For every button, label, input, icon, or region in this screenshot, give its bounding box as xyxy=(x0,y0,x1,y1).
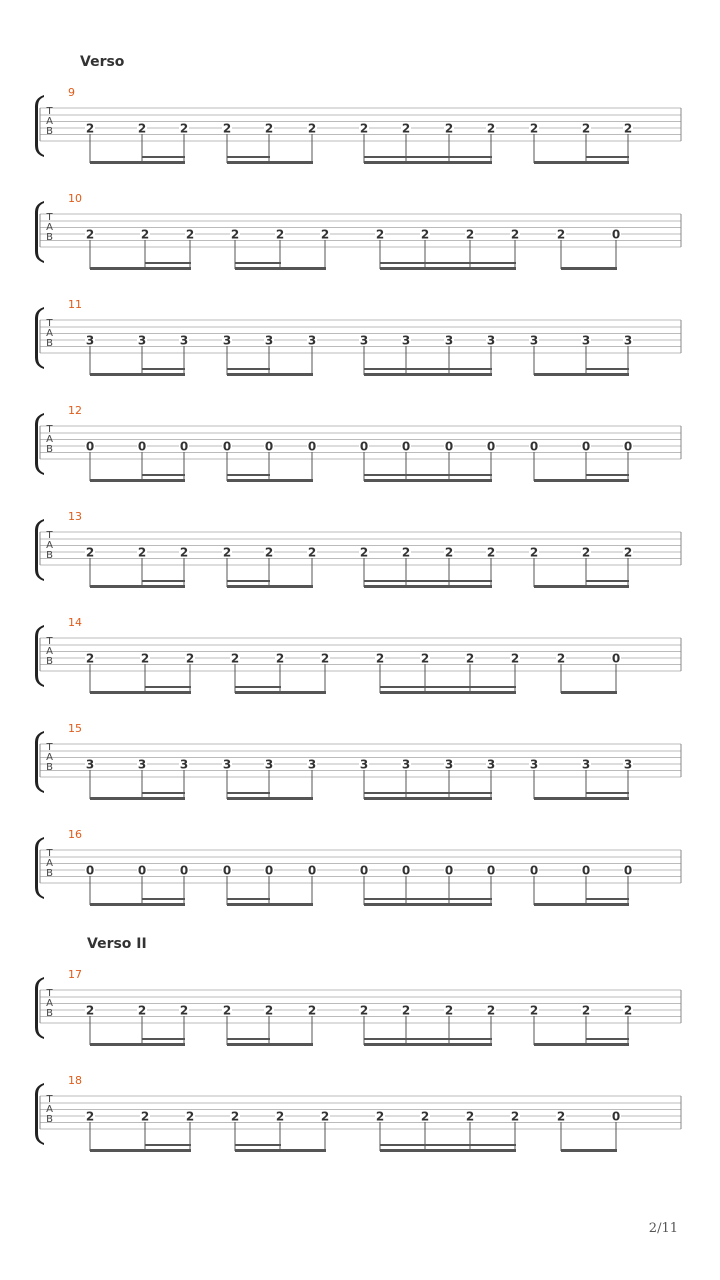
fret-number: 2 xyxy=(465,651,475,666)
fret-number: 0 xyxy=(529,439,539,454)
fret-number: 2 xyxy=(401,545,411,560)
tab-clef-letter: B xyxy=(46,550,53,561)
fret-number: 2 xyxy=(401,1003,411,1018)
beam-secondary xyxy=(145,686,191,688)
beam-primary xyxy=(534,797,629,800)
fret-number: 3 xyxy=(359,757,369,772)
fret-number: 2 xyxy=(375,227,385,242)
beam-secondary xyxy=(227,474,270,476)
fret-number: 2 xyxy=(510,1109,520,1124)
beam-primary xyxy=(534,585,629,588)
fret-number: 2 xyxy=(623,1003,633,1018)
tab-clef-letter: A xyxy=(46,540,53,551)
tab-clef-letter: A xyxy=(46,328,53,339)
fret-number: 2 xyxy=(486,1003,496,1018)
fret-number: 2 xyxy=(623,121,633,136)
beam-primary xyxy=(561,691,617,694)
fret-number: 3 xyxy=(179,757,189,772)
beam-primary xyxy=(364,797,492,800)
fret-number: 3 xyxy=(222,333,232,348)
section-title-verso-ii: Verso II xyxy=(87,936,147,952)
beam-primary xyxy=(380,267,516,270)
fret-number: 2 xyxy=(140,1109,150,1124)
measure-number: 11 xyxy=(68,298,82,311)
beam-secondary xyxy=(235,262,281,264)
fret-number: 0 xyxy=(85,439,95,454)
fret-number: 2 xyxy=(359,121,369,136)
fret-number: 3 xyxy=(486,333,496,348)
fret-number: 3 xyxy=(85,333,95,348)
tab-staff xyxy=(0,194,720,274)
beam-primary xyxy=(90,267,191,270)
fret-number: 2 xyxy=(185,651,195,666)
tab-clef-letter: B xyxy=(46,1114,53,1125)
beam-primary xyxy=(227,797,313,800)
beam-secondary xyxy=(227,898,270,900)
beam-primary xyxy=(235,1149,326,1152)
fret-number: 2 xyxy=(179,545,189,560)
measure-number: 15 xyxy=(68,722,82,735)
beam-secondary xyxy=(586,580,629,582)
beam-secondary xyxy=(227,368,270,370)
tab-staff xyxy=(0,1076,720,1156)
fret-number: 2 xyxy=(185,1109,195,1124)
fret-number: 0 xyxy=(222,863,232,878)
beam-secondary xyxy=(364,368,492,370)
fret-number: 2 xyxy=(465,227,475,242)
beam-primary xyxy=(90,797,185,800)
fret-number: 2 xyxy=(420,1109,430,1124)
fret-number: 2 xyxy=(359,1003,369,1018)
beam-secondary xyxy=(142,898,185,900)
fret-number: 2 xyxy=(486,545,496,560)
beam-secondary xyxy=(364,898,492,900)
tab-clef-letter: B xyxy=(46,444,53,455)
beam-primary xyxy=(364,373,492,376)
tab-system xyxy=(0,970,720,1050)
beam-primary xyxy=(90,691,191,694)
tab-clef-letter: T xyxy=(46,106,53,117)
tab-clef-letter: T xyxy=(46,1094,53,1105)
beam-primary xyxy=(561,267,617,270)
fret-number: 2 xyxy=(264,545,274,560)
fret-number: 0 xyxy=(307,863,317,878)
beam-primary xyxy=(534,479,629,482)
beam-primary xyxy=(534,1043,629,1046)
tab-clef-letter: T xyxy=(46,848,53,859)
fret-number: 0 xyxy=(486,439,496,454)
tab-staff xyxy=(0,300,720,380)
fret-number: 0 xyxy=(623,863,633,878)
beam-primary xyxy=(534,161,629,164)
measure-number: 12 xyxy=(68,404,82,417)
fret-number: 0 xyxy=(444,863,454,878)
tab-clef-letter: T xyxy=(46,212,53,223)
tab-system xyxy=(0,618,720,698)
fret-number: 3 xyxy=(581,757,591,772)
fret-number: 2 xyxy=(185,227,195,242)
tab-staff xyxy=(0,618,720,698)
fret-number: 2 xyxy=(375,1109,385,1124)
fret-number: 2 xyxy=(420,227,430,242)
fret-number: 3 xyxy=(307,333,317,348)
beam-primary xyxy=(90,479,185,482)
beam-secondary xyxy=(586,368,629,370)
beam-secondary xyxy=(380,262,516,264)
beam-secondary xyxy=(142,792,185,794)
tab-clef-letter: A xyxy=(46,434,53,445)
beam-primary xyxy=(364,161,492,164)
beam-secondary xyxy=(227,792,270,794)
tab-clef-letter: T xyxy=(46,530,53,541)
fret-number: 2 xyxy=(140,651,150,666)
fret-number: 0 xyxy=(623,439,633,454)
fret-number: 2 xyxy=(179,1003,189,1018)
fret-number: 0 xyxy=(264,863,274,878)
beam-secondary xyxy=(586,156,629,158)
fret-number: 2 xyxy=(444,1003,454,1018)
tab-clef-letter: T xyxy=(46,988,53,999)
beam-secondary xyxy=(142,474,185,476)
beam-secondary xyxy=(380,1144,516,1146)
fret-number: 2 xyxy=(581,1003,591,1018)
beam-primary xyxy=(235,691,326,694)
fret-number: 2 xyxy=(375,651,385,666)
fret-number: 2 xyxy=(581,121,591,136)
fret-number: 2 xyxy=(230,227,240,242)
tab-clef-letter: B xyxy=(46,762,53,773)
fret-number: 2 xyxy=(529,121,539,136)
beam-secondary xyxy=(145,1144,191,1146)
fret-number: 0 xyxy=(581,439,591,454)
fret-number: 2 xyxy=(307,121,317,136)
measure-number: 16 xyxy=(68,828,82,841)
tab-clef-letter: T xyxy=(46,636,53,647)
tab-clef-letter: A xyxy=(46,858,53,869)
fret-number: 3 xyxy=(137,333,147,348)
fret-number: 2 xyxy=(556,227,566,242)
fret-number: 2 xyxy=(320,227,330,242)
tab-system xyxy=(0,830,720,910)
fret-number: 2 xyxy=(222,121,232,136)
beam-primary xyxy=(364,585,492,588)
fret-number: 2 xyxy=(275,1109,285,1124)
beam-secondary xyxy=(227,580,270,582)
beam-primary xyxy=(90,373,185,376)
tab-system xyxy=(0,300,720,380)
beam-secondary xyxy=(227,1038,270,1040)
beam-primary xyxy=(90,161,185,164)
tab-clef-letter: A xyxy=(46,1104,53,1115)
beam-primary xyxy=(364,1043,492,1046)
beam-secondary xyxy=(227,156,270,158)
fret-number: 0 xyxy=(179,863,189,878)
fret-number: 0 xyxy=(611,227,621,242)
tab-clef-letter: T xyxy=(46,318,53,329)
fret-number: 2 xyxy=(320,1109,330,1124)
tab-staff xyxy=(0,970,720,1050)
beam-secondary xyxy=(364,156,492,158)
fret-number: 0 xyxy=(85,863,95,878)
fret-number: 2 xyxy=(264,1003,274,1018)
fret-number: 2 xyxy=(230,651,240,666)
fret-number: 2 xyxy=(137,545,147,560)
fret-number: 3 xyxy=(401,757,411,772)
beam-primary xyxy=(364,903,492,906)
fret-number: 2 xyxy=(140,227,150,242)
beam-secondary xyxy=(235,686,281,688)
fret-number: 0 xyxy=(401,863,411,878)
tab-clef-letter: T xyxy=(46,742,53,753)
fret-number: 0 xyxy=(307,439,317,454)
fret-number: 3 xyxy=(137,757,147,772)
fret-number: 2 xyxy=(179,121,189,136)
beam-secondary xyxy=(586,792,629,794)
fret-number: 3 xyxy=(264,757,274,772)
fret-number: 2 xyxy=(275,651,285,666)
fret-number: 2 xyxy=(444,121,454,136)
tab-system xyxy=(0,1076,720,1156)
fret-number: 2 xyxy=(444,545,454,560)
fret-number: 0 xyxy=(486,863,496,878)
fret-number: 2 xyxy=(85,545,95,560)
tab-clef-letter: B xyxy=(46,338,53,349)
fret-number: 3 xyxy=(529,757,539,772)
fret-number: 3 xyxy=(623,757,633,772)
beam-secondary xyxy=(142,1038,185,1040)
fret-number: 2 xyxy=(137,121,147,136)
fret-number: 2 xyxy=(510,227,520,242)
fret-number: 2 xyxy=(230,1109,240,1124)
fret-number: 2 xyxy=(320,651,330,666)
beam-secondary xyxy=(586,1038,629,1040)
beam-secondary xyxy=(142,580,185,582)
fret-number: 2 xyxy=(486,121,496,136)
fret-number: 2 xyxy=(137,1003,147,1018)
measure-number: 13 xyxy=(68,510,82,523)
fret-number: 2 xyxy=(465,1109,475,1124)
beam-primary xyxy=(90,1043,185,1046)
tab-clef-letter: A xyxy=(46,998,53,1009)
beam-primary xyxy=(561,1149,617,1152)
beam-primary xyxy=(534,373,629,376)
fret-number: 2 xyxy=(510,651,520,666)
fret-number: 2 xyxy=(307,1003,317,1018)
beam-primary xyxy=(380,1149,516,1152)
tab-clef-letter: A xyxy=(46,752,53,763)
beam-secondary xyxy=(364,1038,492,1040)
fret-number: 2 xyxy=(85,651,95,666)
tab-clef-letter: A xyxy=(46,116,53,127)
tab-clef-letter: B xyxy=(46,656,53,667)
beam-primary xyxy=(235,267,326,270)
measure-number: 14 xyxy=(68,616,82,629)
fret-number: 2 xyxy=(307,545,317,560)
fret-number: 0 xyxy=(401,439,411,454)
tab-system xyxy=(0,406,720,486)
fret-number: 3 xyxy=(486,757,496,772)
beam-primary xyxy=(227,373,313,376)
fret-number: 0 xyxy=(137,863,147,878)
fret-number: 3 xyxy=(85,757,95,772)
fret-number: 2 xyxy=(85,121,95,136)
fret-number: 0 xyxy=(179,439,189,454)
fret-number: 2 xyxy=(529,1003,539,1018)
fret-number: 0 xyxy=(359,863,369,878)
fret-number: 3 xyxy=(179,333,189,348)
fret-number: 3 xyxy=(359,333,369,348)
measure-number: 17 xyxy=(68,968,82,981)
tab-clef-letter: T xyxy=(46,424,53,435)
fret-number: 2 xyxy=(420,651,430,666)
beam-primary xyxy=(90,903,185,906)
fret-number: 3 xyxy=(222,757,232,772)
measure-number: 10 xyxy=(68,192,82,205)
fret-number: 2 xyxy=(556,651,566,666)
beam-secondary xyxy=(142,156,185,158)
fret-number: 3 xyxy=(264,333,274,348)
fret-number: 3 xyxy=(307,757,317,772)
fret-number: 0 xyxy=(264,439,274,454)
page-number: 2/11 xyxy=(648,1221,678,1236)
tab-system xyxy=(0,88,720,168)
fret-number: 3 xyxy=(444,333,454,348)
fret-number: 2 xyxy=(85,1109,95,1124)
fret-number: 0 xyxy=(359,439,369,454)
beam-secondary xyxy=(586,898,629,900)
fret-number: 0 xyxy=(137,439,147,454)
tab-staff xyxy=(0,724,720,804)
beam-primary xyxy=(227,1043,313,1046)
beam-secondary xyxy=(364,474,492,476)
beam-secondary xyxy=(235,1144,281,1146)
fret-number: 2 xyxy=(581,545,591,560)
fret-number: 3 xyxy=(529,333,539,348)
fret-number: 3 xyxy=(444,757,454,772)
beam-primary xyxy=(227,479,313,482)
beam-secondary xyxy=(364,580,492,582)
fret-number: 2 xyxy=(623,545,633,560)
beam-primary xyxy=(227,585,313,588)
beam-primary xyxy=(90,1149,191,1152)
beam-secondary xyxy=(142,368,185,370)
beam-secondary xyxy=(586,474,629,476)
tab-staff xyxy=(0,512,720,592)
beam-primary xyxy=(227,903,313,906)
fret-number: 0 xyxy=(222,439,232,454)
beam-secondary xyxy=(380,686,516,688)
tab-clef-letter: B xyxy=(46,868,53,879)
measure-number: 18 xyxy=(68,1074,82,1087)
fret-number: 0 xyxy=(611,651,621,666)
tab-clef-letter: A xyxy=(46,646,53,657)
tab-system xyxy=(0,512,720,592)
tab-clef-letter: B xyxy=(46,126,53,137)
fret-number: 2 xyxy=(85,227,95,242)
section-title-verso: Verso xyxy=(80,54,125,70)
beam-primary xyxy=(90,585,185,588)
fret-number: 2 xyxy=(222,1003,232,1018)
tab-staff xyxy=(0,830,720,910)
fret-number: 3 xyxy=(623,333,633,348)
fret-number: 2 xyxy=(556,1109,566,1124)
tab-staff xyxy=(0,406,720,486)
tab-system xyxy=(0,724,720,804)
tab-staff xyxy=(0,88,720,168)
fret-number: 2 xyxy=(85,1003,95,1018)
fret-number: 0 xyxy=(581,863,591,878)
fret-number: 0 xyxy=(611,1109,621,1124)
tab-clef-letter: A xyxy=(46,222,53,233)
tab-clef-letter: B xyxy=(46,232,53,243)
beam-secondary xyxy=(364,792,492,794)
beam-primary xyxy=(227,161,313,164)
tab-clef-letter: B xyxy=(46,1008,53,1019)
fret-number: 3 xyxy=(401,333,411,348)
measure-number: 9 xyxy=(68,86,75,99)
tab-system xyxy=(0,194,720,274)
beam-primary xyxy=(534,903,629,906)
fret-number: 0 xyxy=(444,439,454,454)
fret-number: 2 xyxy=(264,121,274,136)
fret-number: 2 xyxy=(529,545,539,560)
fret-number: 2 xyxy=(275,227,285,242)
beam-primary xyxy=(364,479,492,482)
fret-number: 2 xyxy=(222,545,232,560)
fret-number: 2 xyxy=(359,545,369,560)
beam-primary xyxy=(380,691,516,694)
fret-number: 3 xyxy=(581,333,591,348)
fret-number: 2 xyxy=(401,121,411,136)
beam-secondary xyxy=(145,262,191,264)
fret-number: 0 xyxy=(529,863,539,878)
